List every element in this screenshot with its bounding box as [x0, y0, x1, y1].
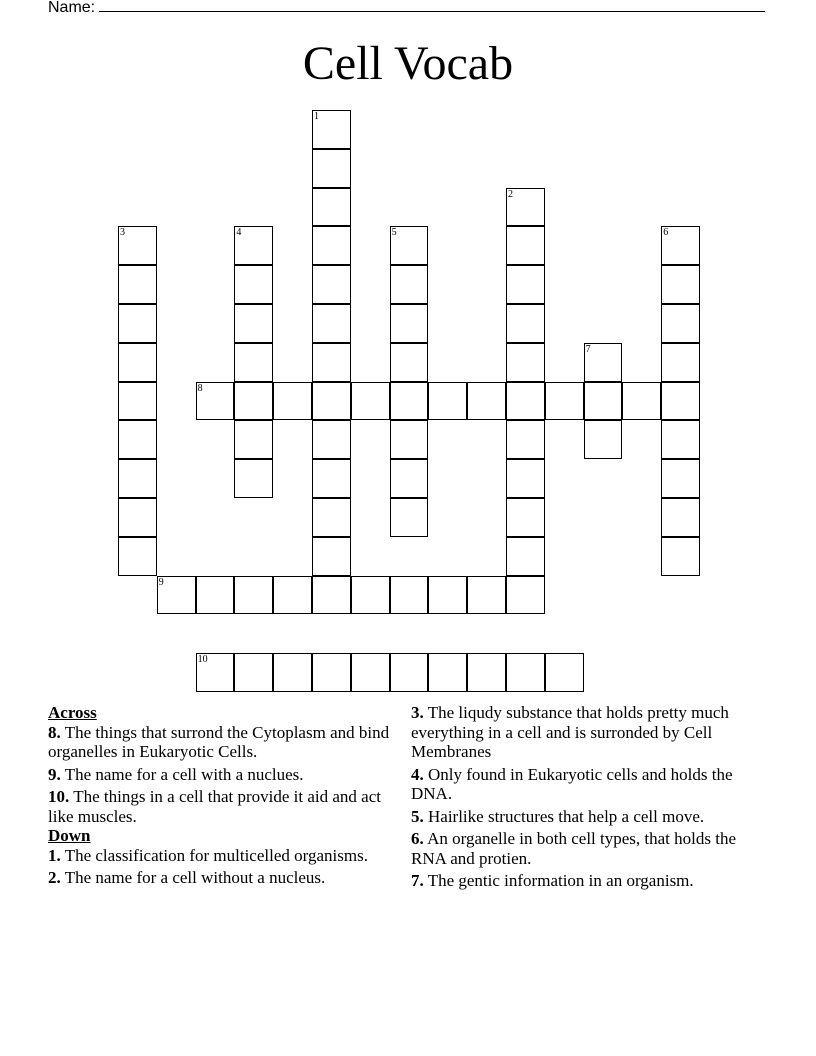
grid-cell[interactable] [234, 343, 273, 382]
grid-cell[interactable] [545, 382, 584, 421]
grid-cell[interactable] [506, 576, 545, 615]
grid-cell[interactable] [661, 537, 700, 576]
clue-down-1: 1. The classification for multicelled organisms. [48, 845, 368, 865]
clue-down-3: 3. The liqudy substance that holds pretty much everything in a cell and is surronded by Cell Membranes [411, 703, 729, 761]
grid-cell[interactable] [428, 382, 467, 421]
grid-cell[interactable] [312, 226, 351, 265]
grid-cell[interactable] [506, 265, 545, 304]
name-field[interactable] [48, 0, 765, 17]
grid-cell[interactable] [234, 459, 273, 498]
grid-cell[interactable] [312, 498, 351, 537]
grid-cell[interactable] [506, 537, 545, 576]
grid-cell[interactable] [351, 576, 390, 615]
clue-number: 1 [314, 111, 319, 122]
grid-cell[interactable] [312, 420, 351, 459]
grid-cell[interactable] [118, 265, 157, 304]
grid-cell[interactable] [312, 576, 351, 615]
grid-cell[interactable] [506, 226, 545, 265]
grid-cell[interactable] [390, 653, 429, 692]
clue-down-7: 7. The gentic information in an organism. [411, 871, 694, 890]
grid-cell[interactable] [661, 265, 700, 304]
grid-cell[interactable] [312, 343, 351, 382]
down-heading: Down [48, 826, 91, 845]
grid-cell[interactable] [118, 420, 157, 459]
clues-left-column [48, 703, 398, 891]
clue-down-2: 2. The name for a cell without a nucleus. [48, 868, 326, 887]
grid-cell[interactable] [312, 149, 351, 188]
clue-down-6: 6. An organelle in both cell types, that holds the RNA and protien. [411, 829, 736, 868]
grid-cell[interactable] [312, 188, 351, 227]
grid-cell[interactable] [351, 382, 390, 421]
clue-number: 2 [508, 188, 513, 200]
grid-cell[interactable] [584, 420, 623, 459]
grid-cell[interactable] [234, 653, 273, 692]
grid-cell[interactable] [467, 653, 506, 692]
grid-cell[interactable] [506, 498, 545, 537]
clue-number: 8 [197, 382, 203, 394]
grid-cell[interactable] [545, 653, 584, 692]
grid-cell[interactable] [273, 576, 312, 615]
grid-cell[interactable] [312, 653, 351, 692]
grid-cell[interactable] [390, 576, 429, 615]
grid-cell[interactable] [234, 382, 273, 421]
grid-cell[interactable] [661, 382, 700, 421]
clue-down-5: 5. Hairlike structures that help a cell move. [411, 806, 705, 826]
grid-cell[interactable] [312, 382, 351, 421]
grid-cell[interactable] [196, 382, 235, 421]
grid-cell[interactable] [312, 537, 351, 576]
grid-cell[interactable] [234, 226, 273, 265]
grid-cell[interactable] [390, 226, 429, 265]
clues-right-column [411, 703, 771, 894]
grid-cell[interactable] [234, 576, 273, 615]
clue-across-9: 9. The name for a cell with a nuclues. [48, 764, 304, 784]
grid-cell[interactable] [312, 265, 351, 304]
grid-cell[interactable] [118, 304, 157, 343]
across-heading: Across [48, 703, 97, 722]
grid-cell[interactable] [661, 304, 700, 343]
grid-cell[interactable] [467, 576, 506, 615]
grid-cell[interactable] [428, 576, 467, 615]
grid-cell[interactable] [506, 304, 545, 343]
grid-cell[interactable] [506, 188, 545, 227]
grid-cell[interactable] [196, 653, 235, 692]
grid-cell[interactable] [390, 343, 429, 382]
clue-number: 9 [158, 576, 164, 588]
clue-number: 5 [391, 227, 397, 239]
grid-cell[interactable] [390, 382, 429, 421]
grid-cell[interactable] [118, 226, 157, 265]
grid-cell[interactable] [506, 459, 545, 498]
grid-cell[interactable] [390, 420, 429, 459]
grid-cell[interactable] [661, 420, 700, 459]
grid-cell[interactable] [157, 576, 196, 615]
grid-cell[interactable] [234, 420, 273, 459]
grid-cell[interactable] [118, 537, 157, 576]
grid-cell[interactable] [234, 265, 273, 304]
grid-cell[interactable] [273, 382, 312, 421]
grid-cell[interactable] [661, 498, 700, 537]
grid-cell[interactable] [506, 653, 545, 692]
grid-cell[interactable] [584, 343, 623, 382]
grid-cell[interactable] [118, 459, 157, 498]
grid-cell[interactable] [390, 304, 429, 343]
grid-cell[interactable] [584, 382, 623, 421]
grid-cell[interactable] [390, 265, 429, 304]
grid-cell[interactable] [661, 459, 700, 498]
grid-cell[interactable] [467, 382, 506, 421]
grid-cell[interactable] [390, 498, 429, 537]
grid-cell[interactable] [390, 459, 429, 498]
grid-cell[interactable] [273, 653, 312, 692]
clue-number: 3 [120, 227, 125, 239]
name-line[interactable] [99, 0, 765, 12]
clue-number: 4 [236, 227, 242, 239]
grid-cell[interactable] [118, 382, 157, 421]
clue-across-10: 10. The things in a cell that provide it aid and act like muscles. [48, 787, 381, 826]
page-title: Cell Vocab [302, 37, 514, 90]
grid-cell[interactable] [661, 226, 700, 265]
grid-cell[interactable] [622, 382, 661, 421]
grid-cell[interactable] [661, 343, 700, 382]
clue-number: 7 [585, 343, 591, 355]
grid-cell[interactable] [196, 576, 235, 615]
grid-cell[interactable] [428, 653, 467, 692]
clue-number: 6 [663, 227, 669, 239]
grid-cell[interactable] [506, 382, 545, 421]
clue-across-8: 8. The things that surrond the Cytoplasm and bind organelles in Eukaryotic Cells. [48, 722, 390, 761]
grid-cell[interactable] [118, 343, 157, 382]
grid-cell[interactable] [312, 459, 351, 498]
grid-cell[interactable] [234, 304, 273, 343]
grid-cell[interactable] [118, 498, 157, 537]
clue-number: 10 [197, 654, 208, 666]
name-label: Name: [48, 0, 96, 16]
grid-cell[interactable] [506, 420, 545, 459]
grid-cell[interactable] [351, 653, 390, 692]
grid-cell[interactable] [312, 110, 351, 149]
grid-cell[interactable] [506, 343, 545, 382]
grid-cell[interactable] [312, 304, 351, 343]
clue-down-4: 4. Only found in Eukaryotic cells and holds the DNA. [411, 764, 733, 803]
